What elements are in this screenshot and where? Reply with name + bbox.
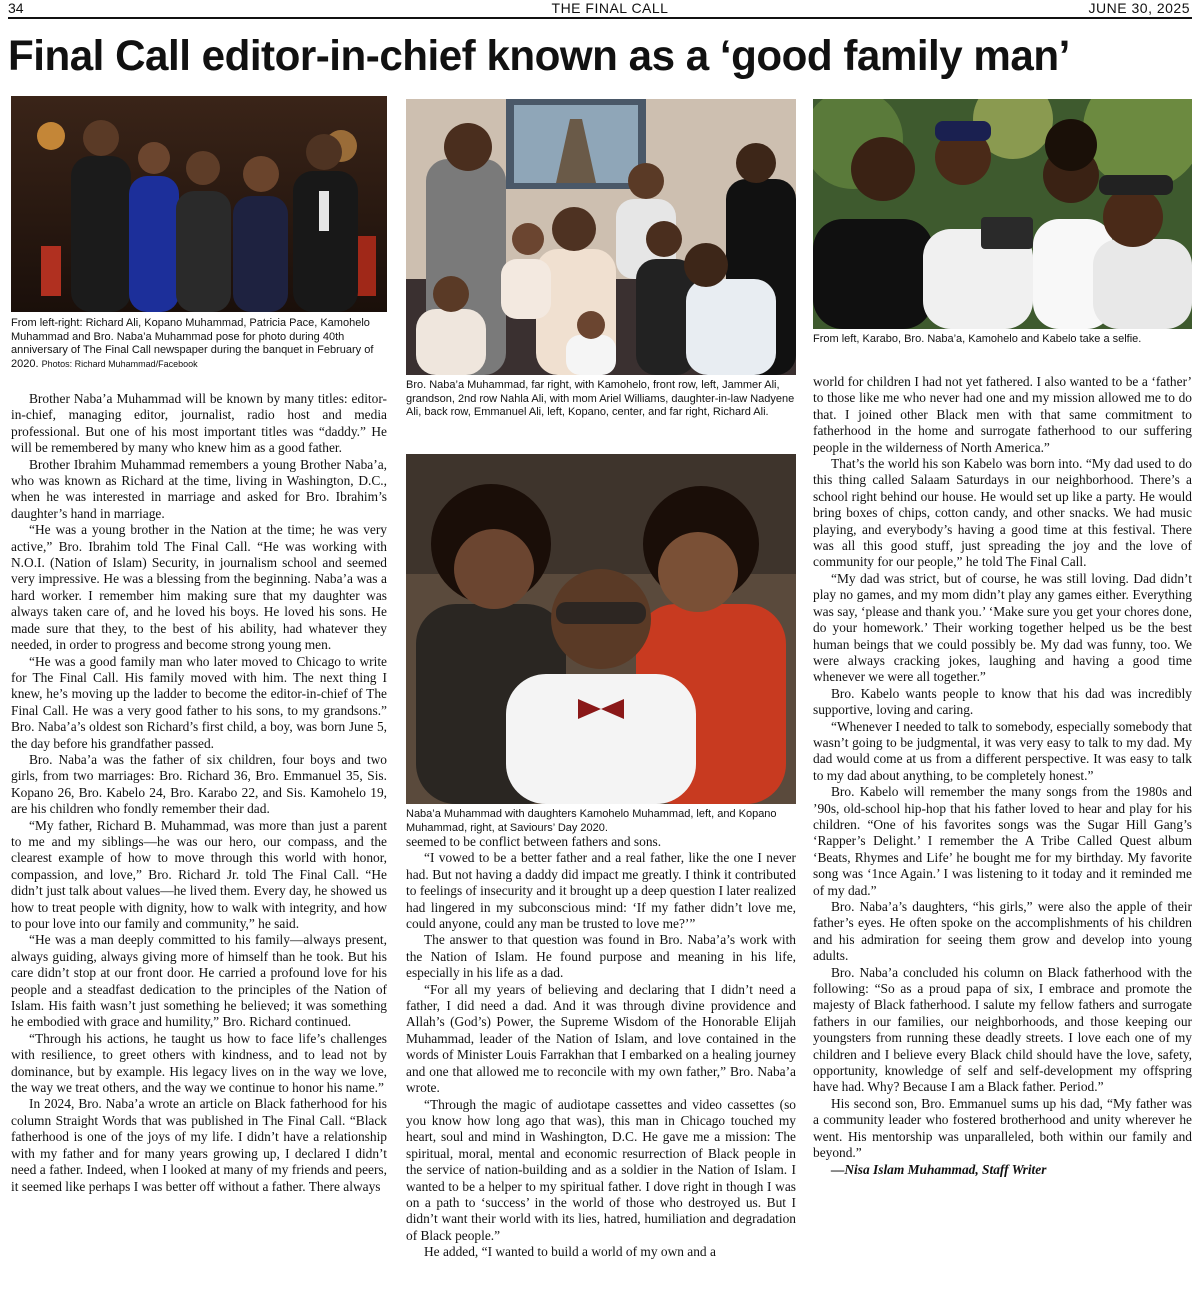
photo-selfie-caption: From left, Karabo, Bro. Naba’a, Kamohelo and Kabelo take a selfie. [813,333,1142,345]
paragraph: “Whenever I needed to talk to somebody, especially somebody that wasn’t going to be judgmental, it was very easy to talk to my dad. My dad would come at us from a different perspective. It was easy to talk to my dad about anything, to be completely honest.” [813,718,1192,783]
paragraph: “I vowed to be a better father and a real father, like the one I never had. But not having a daddy did impact me greatly. I think it contributed to feelings of insecurity and it brought up a deep question I later realized had lingered in my subconscious mind: ‘If my father didn’t love me, could anyone, could any man be trusted to love me?’” [406,850,796,932]
paragraph: His second son, Bro. Emmanuel sums up his dad, “My father was a community leader who fostered brotherhood and unity wherever he went. His mentorship was unparalleled, both within our family and beyond.” [813,1095,1192,1161]
paragraph: “My father, Richard B. Muhammad, was more than just a parent to me and my siblings—he was our hero, our compass, and the clearest example of how to move through this world with honor, compassion, and love,” Bro. Richard Jr. told The Final Call. “He didn’t just talk about values—he lived them. Every day, he showed us how to treat people with dignity, how to walk with integrity, and how to pour love into our family and community,” he said. [11,817,387,931]
photo-saviours-caption: Naba’a Muhammad with daughters Kamohelo Muhammad, left, and Kopano Muhammad, right, at Saviours’ Day 2020. [406,808,777,834]
photo-saviours-day [406,454,796,804]
page-number: 34 [8,0,24,16]
photo-credit: Photos: Richard Muhammad/Facebook [41,358,198,369]
photo-selfie [813,99,1192,329]
issue-date: JUNE 30, 2025 [1088,0,1190,16]
paragraph: “My dad was strict, but of course, he was still loving. Dad didn’t play no games, and my mom didn’t play any games either. Everything was say, ‘please and thank you.’ ‘Make sure you get your chores done, do your homework.’ Their working together helped us be the best human beings that we could possibly be. My dad was funny, too. We were always cracking jokes, laughing and having a good time whenever we were all together.” [813,570,1192,685]
paragraph: Bro. Kabelo wants people to know that his dad was incredibly supportive, loving and caring. [813,685,1192,718]
photo-family-home [406,99,796,375]
paragraph: The answer to that question was found in Bro. Naba’a’s work with the Nation of Islam. He found purpose and meaning in his life, especially in his life as a dad. [406,932,796,981]
paragraph: Bro. Naba’a was the father of six children, four boys and two girls, from two marriages: Bro. Richard 36, Bro. Emmanuel 35, Sis. Kopano 26, Bro. Kabelo 24, Bro. Karabo 22, and Sis. Kamohelo 19, are his children who fondly remember their dad. [11,751,387,817]
paragraph: “He was a man deeply committed to his family—always present, always guiding, always giving more of himself than he took. But his care didn’t stop at our front door. He carried a profound love for his people and a steadfast dedication to the principles of the Nation of Islam. His faith wasn’t just something he believed; it was something he embodied with grace and humility,” Bro. Richard continued. [11,932,387,1030]
paragraph: He added, “I wanted to build a world of my own and a [424,1244,716,1260]
paragraph: “For all my years of believing and declaring that I didn’t need a father, I did need a dad. And it was through divine providence and Allah’s (God’s) Power, the Supreme Wisdom of the Honorable Elijah Muhammad, leader of the Nation of Islam, and love contained in the words of Minister Louis Farrakhan that I embarked on a healing journey and one that allowed me to reconcile with my own father,” Bro. Naba’a wrote. [406,981,796,1096]
header-rule [8,17,1192,19]
photo-banquet-caption-block [11,317,387,371]
paragraph: “He was a young brother in the Nation at the time; he was very active,” Bro. Ibrahim told The Final Call. “He was working with N.O.I. (Nation of Islam) Security, in journalism school and seemed very impressive. He was a blessing from the beginning. Naba’a was a hard worker. I remember him making sure that my daughter was always taken care of, and he loved his boys. He loved his sons. He made sure that they, to the best of his ability, had whatever they needed, in order to progress and become strong young men. [11,522,387,653]
paragraph: That’s the world his son Kabelo was born into. “My dad used to do this thing called Salaam Saturdays in our neighborhood. There’s a school right behind our house. He would set up like a party. He would bring boxes of chips, cotton candy, and other snacks. We had music playing, and everybody’s having a good time at this festival. There was all this good stuff, just spreading the joy and the love of community for our people,” he told The Final Call. [813,456,1192,570]
paragraph: Bro. Kabelo will remember the many songs from the 1980s and ’90s, old-school hip-hop that his father loved to hear and play for his children. “One of his favorites songs was the Sugar Hill Gang’s ‘Rapper’s Delight.’ I remember the A Tribe Called Quest album ‘Beats, Rhymes and Life’ he bought me for my birthday. My favorite song was ‘1nce Again.’ I was listening to it today and it reminded me of my dad.” [813,784,1192,898]
photo-banquet-group [11,96,387,312]
article-column-3 [813,374,1192,1178]
paragraph: Brother Naba’a Muhammad will be known by many titles: editor-in-chief, managing editor, journalist, radio host and media professional. But one of his most important titles was “daddy.” He will be remembered by many who knew him as a good father. [11,391,387,456]
photo-banquet-caption: From left-right: Richard Ali, Kopano Muhammad, Patricia Pace, Kamohelo Muhammad and Bro. Naba’a Muhammad pose for photo during 40th anniversary of The Final Call newspaper during the banquet in February of 2020. [11,317,374,370]
headline: Final Call editor-in-chief known as a ‘good family man’ [8,32,1070,80]
paragraph: “Through his actions, he taught us how to face life’s challenges with resilience, to greet others with kindness, and to lead not by dominance, but by example. His legacy lives on in the way we love, the way we treat others, and the way we continue to honor his name.” [11,1030,387,1096]
paragraph: “Through the magic of audiotape cassettes and video cassettes (so you know how long ago that was), this man in Chicago touched my heart, soul and mind in Washington, D.C. He gave me a mission: The spiritual, moral, mental and economic resurrection of Black people in the service of nation-building and as a soldier in the Nation of Islam. I wanted to be a helper to my spiritual father. I dove right in though I was on a path to ‘success’ in the world of those who destroyed us. But I didn’t want their world with its lies, hatred, humiliation and degradation of Black people.” [406,1096,796,1243]
paragraph: In 2024, Bro. Naba’a wrote an article on Black fatherhood for his column Straight Words that was published in The Final Call. “Black fatherhood is one of the joys of my life. I didn’t have a relationship with my father and for many years growing up, I declared I didn’t need a father. Indeed, when I looked at many of my friends and peers, it seemed like perhaps I was better off without a father. There always [11,1096,387,1194]
paragraph: Bro. Naba’a concluded his column on Black fatherhood with the following: “So as a proud papa of six, I embrace and promote the majesty of Black fatherhood. I salute my fellow fathers and surrogate fathers in our families, our neighborhoods, and those keeping our youngsters from running these deadly streets. I love each one of my children and I believe every Black child should have the love, safety, opportunity, knowledge of self and self-development my offspring have had. Why? Because I am a Black father. Period.” [813,964,1192,1095]
paragraph-continued: seemed to be conflict between fathers and sons. [406,834,662,849]
byline: —Nisa Islam Muhammad, Staff Writer [831,1161,1047,1177]
paragraph: “He was a good family man who later moved to Chicago to write for The Final Call. His family moved with him. The next thing I knew, he’s moving up the ladder to become the editor-in-chief of The Final Call. He was a very good father to his sons, to my grandsons.” Bro. Naba’a’s oldest son Richard’s first child, a boy, was born June 5, the day before his grandfather passed. [11,653,387,751]
paragraph: Bro. Naba’a’s daughters, “his girls,” were also the apple of their father’s eyes. He often spoke on the accomplishments of his children and his admiration for seeing them grow and develop into young adults. [813,899,1192,964]
paragraph: Brother Ibrahim Muhammad remembers a young Brother Naba’a, who was known as Richard at the time, living in Washington, D.C., when he was interested in marriage and asked for Bro. Ibrahim’s daughter’s hand in marriage. [11,456,387,521]
article-column-2 [406,834,796,1261]
photo-family-caption: Bro. Naba’a Muhammad, far right, with Kamohelo, front row, left, Jammer Ali, grandson, 2nd row Nahla Ali, with mom Ariel Williams, daughter-in-law Nadyene Ali, back row, Emmanuel Ali, left, Kopano, center, and far right, Richard Ali. [406,379,795,418]
paragraph-continued: world for children I had not yet fathered. I also wanted to be a ‘father’ to those like me who never had one and my mission allowed me to do that. I joined other Black men with that same commitment to fatherhood in the home and surrogate fatherhood to our suffering people in the wilderness of North America.” [813,374,1192,455]
masthead: THE FINAL CALL [551,0,669,16]
article-column-1 [11,391,387,1195]
